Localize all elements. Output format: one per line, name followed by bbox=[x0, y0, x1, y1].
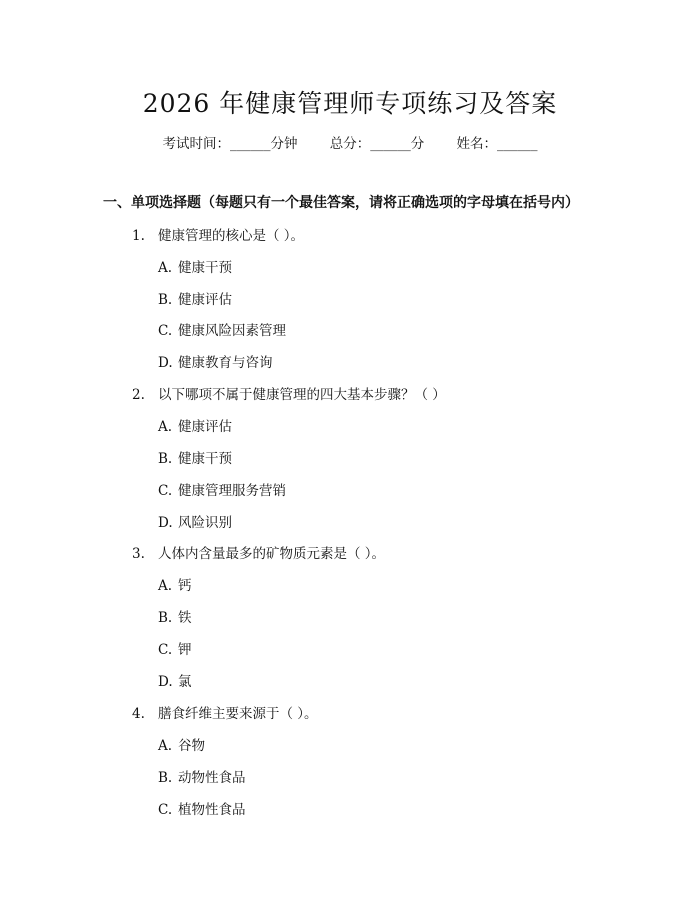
option-letter: D. bbox=[158, 515, 173, 531]
option-letter: B. bbox=[158, 451, 173, 467]
option-text: 健康风险因素管理 bbox=[178, 323, 286, 339]
option-text: 钙 bbox=[178, 578, 192, 594]
question-2 bbox=[132, 383, 446, 403]
option-letter: D. bbox=[158, 674, 173, 690]
option-letter: B. bbox=[158, 292, 173, 308]
question-2-option-a bbox=[158, 415, 232, 435]
option-letter: B. bbox=[158, 610, 173, 626]
question-4-option-a bbox=[158, 734, 205, 754]
option-letter: A. bbox=[158, 578, 173, 594]
option-text: 风险识别 bbox=[178, 515, 232, 531]
option-text: 健康管理服务营销 bbox=[178, 483, 286, 499]
option-text: 健康评估 bbox=[178, 419, 232, 435]
exam-meta bbox=[0, 132, 700, 152]
option-text: 健康干预 bbox=[178, 451, 232, 467]
option-text: 钾 bbox=[178, 642, 192, 658]
question-4 bbox=[132, 702, 318, 722]
option-text: 谷物 bbox=[178, 738, 205, 754]
question-number: 2. bbox=[132, 387, 145, 403]
question-1-option-c bbox=[158, 319, 286, 339]
option-letter: C. bbox=[158, 642, 173, 658]
question-text: 膳食纤维主要来源于（ ）。 bbox=[158, 706, 318, 722]
page-title: 2026 年健康管理师专项练习及答案 bbox=[142, 89, 558, 118]
question-3-option-a bbox=[158, 574, 192, 594]
option-letter: C. bbox=[158, 802, 173, 818]
option-letter: A. bbox=[158, 260, 173, 276]
option-text: 健康评估 bbox=[178, 292, 232, 308]
question-4-option-c bbox=[158, 798, 246, 818]
option-letter: A. bbox=[158, 419, 173, 435]
option-letter: A. bbox=[158, 738, 173, 754]
question-number: 3. bbox=[132, 546, 145, 562]
option-text: 植物性食品 bbox=[178, 802, 246, 818]
option-letter: C. bbox=[158, 323, 173, 339]
question-text: 以下哪项不属于健康管理的四大基本步骤？（ ） bbox=[158, 387, 446, 403]
option-text: 铁 bbox=[178, 610, 192, 626]
option-text: 动物性食品 bbox=[178, 770, 246, 786]
question-1-option-d bbox=[158, 351, 273, 371]
question-2-option-b bbox=[158, 447, 232, 467]
question-2-option-d bbox=[158, 511, 232, 531]
option-text: 健康教育与咨询 bbox=[178, 355, 273, 371]
question-4-option-b bbox=[158, 766, 246, 786]
question-1-option-b bbox=[158, 288, 232, 308]
option-text: 健康干预 bbox=[178, 260, 232, 276]
name-field: 姓名：______ bbox=[456, 136, 538, 152]
question-1 bbox=[132, 224, 304, 244]
question-3 bbox=[132, 542, 385, 562]
question-text: 健康管理的核心是（ ）。 bbox=[158, 228, 305, 244]
option-letter: C. bbox=[158, 483, 173, 499]
total-score-field: 总分：______分 bbox=[329, 136, 425, 152]
question-1-option-a bbox=[158, 256, 232, 276]
option-letter: D. bbox=[158, 355, 173, 371]
question-3-option-b bbox=[158, 606, 192, 626]
question-number: 4. bbox=[132, 706, 145, 722]
exam-time-field: 考试时间：______分钟 bbox=[162, 136, 298, 152]
option-text: 氯 bbox=[178, 674, 192, 690]
question-2-option-c bbox=[158, 479, 286, 499]
section-title: 一、单项选择题（每题只有一个最佳答案，请将正确选项的字母填在括号内） bbox=[103, 195, 579, 211]
question-3-option-c bbox=[158, 638, 192, 658]
option-letter: B. bbox=[158, 770, 173, 786]
question-3-option-d bbox=[158, 670, 192, 690]
question-text: 人体内含量最多的矿物质元素是（ ）。 bbox=[158, 546, 386, 562]
question-number: 1. bbox=[132, 228, 145, 244]
